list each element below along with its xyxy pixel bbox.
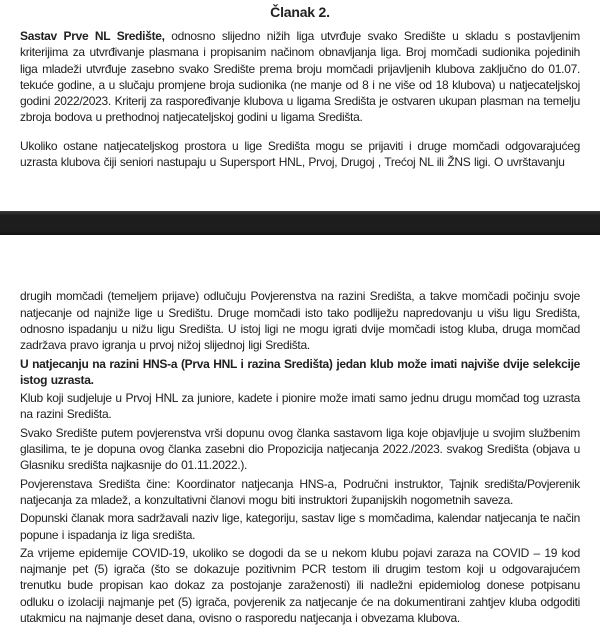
paragraph-lead-bold: Sastav Prve NL Središte,	[20, 29, 172, 43]
redaction-bar	[0, 211, 600, 235]
paragraph-text: Za vrijeme epidemije COVID-19, ukoliko se dogodi da se u nekom klubu pojavi zaraza na COVID – 19 kod najmanje pet (5) igrača (što se dokazuje pozitivnim PCR testom ili drugim testom koji u odgovarajućem trenutku bude propisan kao dokaz za postojanje zaraženosti) ili nadležni epidemiolog donese potpisanu odluku o izolaciji najmanje pet (5) igrača, povjerenik za natjecanje će na dokumentirani zahtjev kluba odgoditi utakmicu na najmanje deset dana, ovisno o rasporedu natjecanja i obvezama klubova.	[20, 545, 580, 626]
paragraph-text: Klub koji sudjeluje u Prvoj HNL za juniore, kadete i pionire može imati samo jednu drugu momčad tog uzrasta na razini Središta.	[20, 391, 580, 422]
paragraph	[20, 138, 580, 171]
paragraph	[20, 28, 580, 126]
paragraph-text: Povjerenstava Središta čine: Koordinator natjecanja HNS-a, Područni instruktor, Tajnik središta/Povjerenik natjecanja za mladež, a konzultativni članovi mogu biti instruktori županijskih nogometnih saveza.	[20, 476, 580, 507]
paragraph-text: odnosno slijedno nižih liga utvrđuje svako Središte u skladu s postavljenim kriterijima za utvrđivanje plasmana i propisanim načinom obnavljanja liga. Broj momčadi sudionika pojedinih liga mladeži utvrđuje zasebno svako Središte prema broju momčadi prijavljenih klubova zaključno do 01.07. tekuće godine, a u slučaju promjene broja sudionika (ne manje od 8 i ne više od 18 klubova) u natjecateljskoj godini 2022/2023. Kriterij za raspoređivanje klubova u ligama Središta je ostvaren ukupan plasman na temelju zbroja bodova u prethodnoj natjecateljskoj godini u ligama Središta.	[20, 29, 580, 125]
paragraph-text: U natjecanju na razini HNS-a (Prva HNL i razina Središta) jedan klub može imati najviše dvije selekcije istog uzrasta.	[20, 356, 580, 387]
paragraph	[20, 425, 580, 474]
paragraph	[20, 288, 580, 353]
article-title: Članak 2.	[270, 4, 330, 20]
document-body	[20, 28, 580, 626]
paragraph-text: Dopunski članak mora sadržavali naziv lige, kategoriju, sastav lige s momčadima, kalendar natjecanja te način popune i ispadanja iz liga središta.	[20, 511, 580, 542]
paragraph	[20, 390, 580, 423]
paragraph	[20, 510, 580, 543]
paragraph-text: Ukoliko ostane natjecateljskog prostora u lige Središta mogu se prijaviti i druge momčadi odgovarajućeg uzrasta klubova čiji seniori nastupaju u Supersport HNL, Prvoj, Drugoj , Trećoj NL ili ŽNS ligi. O uvrštavanju	[20, 138, 580, 170]
paragraph	[20, 545, 580, 626]
paragraph-text: Svako Središte putem povjerenstva vrši dopunu ovog članka sastavom liga koje objavljuje u svojim službenim glasilima, te je dopuna ovog članka zasebni dio Propozicija natjecanja 2022./2023. svakog Središta (objava u Glasniku središta najkasnije do 01.11.2022.).	[20, 425, 580, 473]
paragraph	[20, 476, 580, 509]
paragraph	[20, 356, 580, 389]
paragraph-text: drugih momčadi (temeljem prijave) odlučuju Povjerenstva na razini Središta, a takve momčadi počinju svoje natjecanje od najniže lige u Središtu. Druge momčadi isto tako podliježu napredovanju u višu ligu Središta, odnosno ispadanju u nižu ligu Središta. U istoj ligi ne mogu igrati dvije momčadi istog kluba, druga momčad zadržava pravo igranja u prvoj nižoj slijednoj ligi Središta.	[20, 289, 580, 353]
